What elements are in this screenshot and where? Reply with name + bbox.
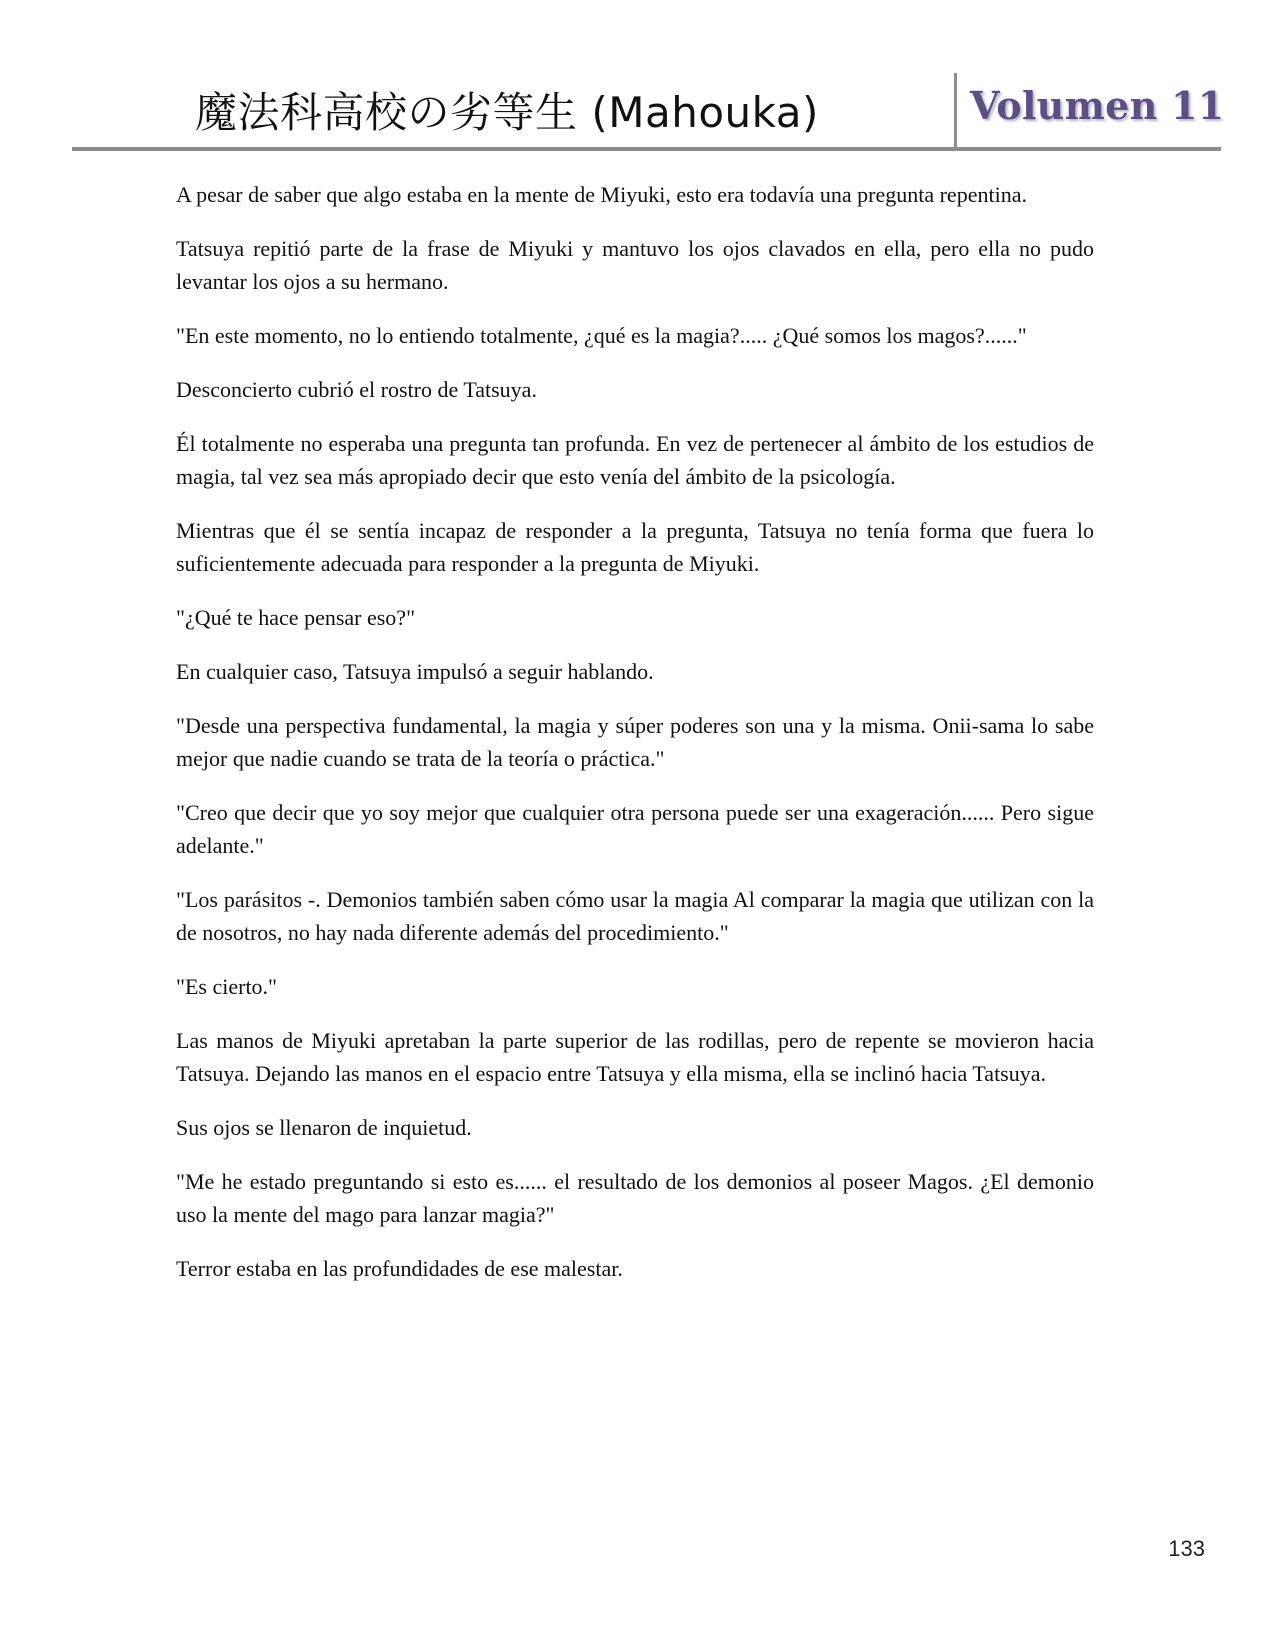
header-vertical-divider [954, 73, 957, 150]
page-number: 133 [1168, 1536, 1205, 1561]
body-text [176, 178, 1094, 1306]
paragraph: Tatsuya repitió parte de la frase de Miyuki y mantuvo los ojos clavados en ella, pero ella no pudo levantar los ojos a su hermano. [176, 236, 1094, 294]
paragraph: "Me he estado preguntando si esto es...... el resultado de los demonios al poseer Magos. ¿El demonio uso la mente del mago para lanzar magia?" [176, 1169, 1094, 1227]
paragraph: "En este momento, no lo entiendo totalmente, ¿qué es la magia?..... ¿Qué somos los magos?......" [176, 323, 1027, 348]
page-header [0, 0, 1275, 160]
header-horizontal-rule [72, 147, 1221, 151]
volume-label: Volumen 11 [970, 83, 1225, 128]
paragraph: Sus ojos se llenaron de inquietud. [176, 1115, 472, 1140]
paragraph: "¿Qué te hace pensar eso?" [176, 605, 416, 630]
paragraph: Desconcierto cubrió el rostro de Tatsuya. [176, 377, 537, 402]
paragraph: En cualquier caso, Tatsuya impulsó a seguir hablando. [176, 659, 654, 684]
paragraph: Las manos de Miyuki apretaban la parte superior de las rodillas, pero de repente se movieron hacia Tatsuya. Dejando las manos en el espacio entre Tatsuya y ella misma, ella se inclinó hacia Tatsuya. [176, 1028, 1094, 1086]
paragraph: "Es cierto." [176, 974, 278, 999]
paragraph: Él totalmente no esperaba una pregunta tan profunda. En vez de pertenecer al ámbito de los estudios de magia, tal vez sea más apropiado decir que esto venía del ámbito de la psicología. [176, 431, 1094, 489]
paragraph: A pesar de saber que algo estaba en la mente de Miyuki, esto era todavía una pregunta repentina. [176, 182, 1027, 207]
paragraph: "Desde una perspectiva fundamental, la magia y súper poderes son una y la misma. Onii-sama lo sabe mejor que nadie cuando se trata de la teoría o práctica." [176, 713, 1094, 771]
paragraph: Terror estaba en las profundidades de ese malestar. [176, 1256, 623, 1281]
paragraph: "Creo que decir que yo soy mejor que cualquier otra persona puede ser una exageración...... Pero sigue adelante." [176, 800, 1094, 858]
paragraph: Mientras que él se sentía incapaz de responder a la pregunta, Tatsuya no tenía forma que fuera lo suficientemente adecuada para responder a la pregunta de Miyuki. [176, 518, 1094, 576]
series-title: 魔法科高校の劣等生 (Mahouka) [195, 88, 819, 137]
paragraph: "Los parásitos -. Demonios también saben cómo usar la magia Al comparar la magia que utilizan con la de nosotros, no hay nada diferente además del procedimiento." [176, 887, 1094, 945]
